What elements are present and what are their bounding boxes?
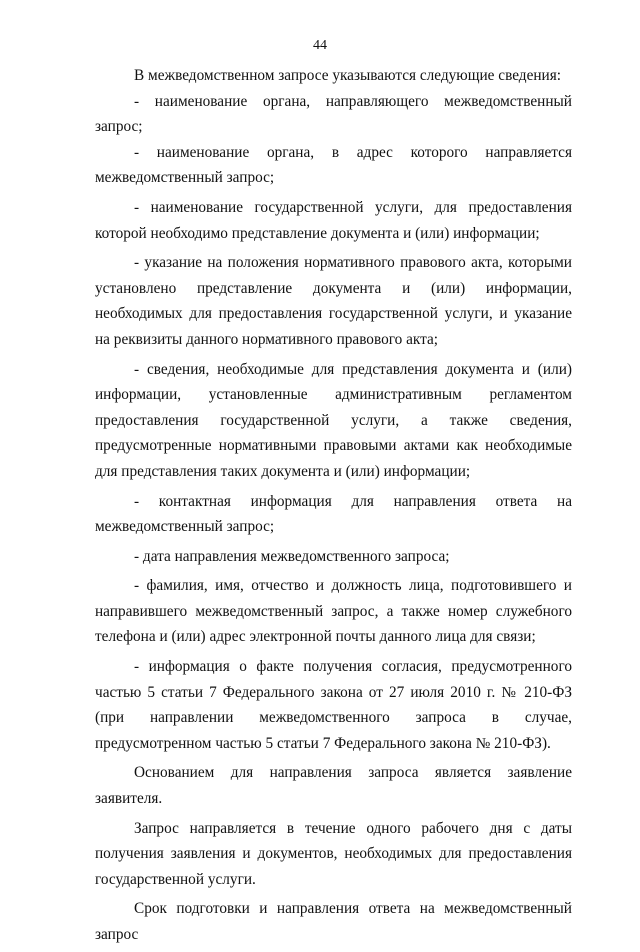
document-body — [95, 63, 572, 952]
list-item-consent-information: - информация о факте получения согласия, предусмотренного частью 5 статьи 7 Федерального закона от 27 июля 2010 г. № 210-ФЗ (при направлении межведомственного запроса в случае, предусмотренном частью 5 статьи 7 Федерального закона № 210-ФЗ). — [95, 658, 572, 752]
paragraph-response-deadline: Срок подготовки и направления ответа на межведомственный запрос — [95, 900, 572, 943]
paragraph-intro: В межведомственном запросе указываются следующие сведения: — [134, 67, 562, 84]
list-item-responsible-person: - фамилия, имя, отчество и должность лица, подготовившего и направившего межведомственный запрос, а также номер служебного телефона и (или) адрес электронной почты данного лица для связи; — [95, 577, 572, 646]
paragraph-request-basis: Основанием для направления запроса является заявление заявителя. — [95, 764, 572, 808]
list-item-requesting-authority: - наименование органа, направляющего межведомственный запрос; — [95, 92, 572, 136]
page-number: 44 — [313, 38, 327, 53]
list-item-addressee-authority: - наименование органа, в адрес которого направляется межведомственный запрос; — [95, 143, 572, 187]
list-item-contact-information: - контактная информация для направления ответа на межведомственный запрос; — [95, 492, 572, 536]
list-item-request-date: - дата направления межведомственного запроса; — [134, 547, 450, 565]
list-item-legal-act: - указание на положения нормативного правового акта, которыми установлено представление документа и (или) информации, необходимых для предоставления государственной услуги, и указание на реквизиты данного нормативного правового акта; — [95, 254, 572, 348]
list-item-service-name: - наименование государственной услуги, для предоставления которой необходимо представление документа и (или) информации; — [95, 198, 572, 242]
list-item-required-information: - сведения, необходимые для представления документа и (или) информации, установленные административным регламентом предоставления государственной услуги, а также сведения, предусмотренные нормативными правовыми актами как необходимые для представления таких документа и (или) информации; — [95, 360, 572, 480]
paragraph-request-deadline: Запрос направляется в течение одного рабочего дня с даты получения заявления и документов, необходимых для предоставления государственной услуги. — [95, 819, 572, 888]
